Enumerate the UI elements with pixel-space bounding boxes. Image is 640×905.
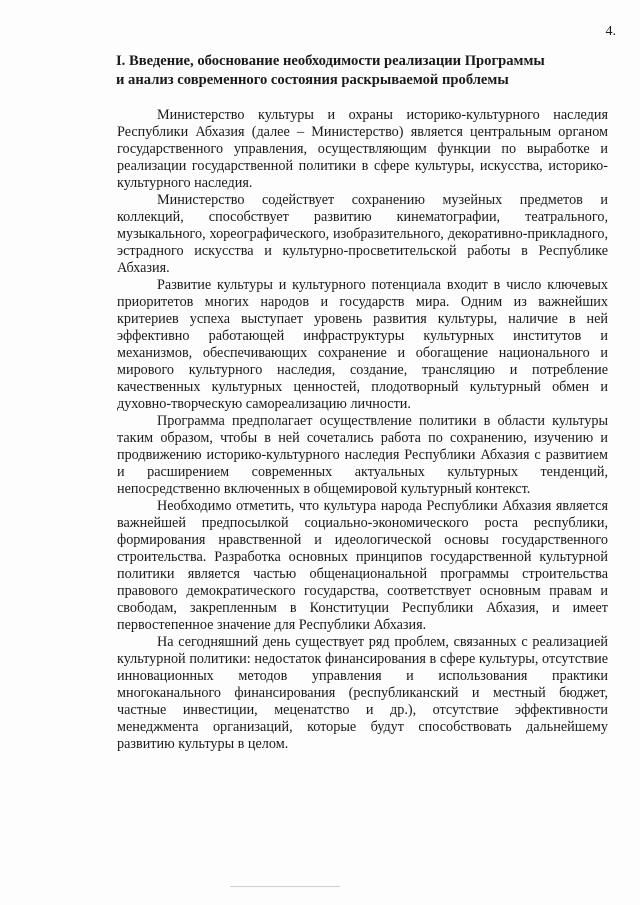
body-text bbox=[117, 107, 608, 753]
page-number: 4. bbox=[605, 24, 616, 39]
paragraph-current-problems: На сегодняшний день существует ряд проблем, связанных с реализацией культурной политики: недостаток финансирования в сфере культуры, отсутствие инновационных методов управления и использования практики многоканального финансирования (республиканский и местный бюджет, частные инвестиции, меценатство и др.), отсутствие эффективности менеджмента организаций, которые будут способствовать дальнейшему развитию культуры в целом. bbox=[117, 634, 608, 752]
section-heading-line-1: I. Введение, обоснование необходимости реализации Программы bbox=[116, 53, 545, 69]
section-heading-line-2: и анализ современного состояния раскрываемой проблемы bbox=[116, 72, 509, 88]
paragraph-ministry-role: Министерство культуры и охраны историко-культурного наследия Республики Абхазия (далее – Министерство) является центральным органом государственного управления, осуществляющим функции по выработке и реализации государственной политики в сфере культуры, искусства, историко-культурного наследия. bbox=[117, 107, 608, 191]
paragraph-program-goals: Программа предполагает осуществление политики в области культуры таким образом, чтобы в ней сочетались работа по сохранению, изучению и продвижению историко-культурного наследия Республики Абхазия с развитием и расширением современных актуальных культурных тенденций, непосредственно включенных в общемировой культурный контекст. bbox=[117, 413, 608, 497]
paragraph-culture-importance: Необходимо отметить, что культура народа Республики Абхазия является важнейшей предпосылкой социально-экономического роста республики, формирования нравственной и идеологической основы государственного строительства. Разработка основных принципов государственной культурной политики является частью общенациональной программы строительства правового демократического государства, соответствует основным правам и свободам, закрепленным в Конституции Республики Абхазия, и имеет первостепенное значение для Республики Абхазия. bbox=[117, 498, 608, 633]
scan-artifact-line bbox=[230, 886, 340, 887]
section-heading bbox=[116, 52, 616, 90]
paragraph-ministry-support: Министерство содействует сохранению музейных предметов и коллекций, способствует развитию кинематографии, театрального, музыкального, хореографического, изобразительного, декоративно-прикладного, эстрадного искусства и культурно-просветительской работы в Республике Абхазия. bbox=[117, 192, 608, 276]
paragraph-culture-development: Развитие культуры и культурного потенциала входит в число ключевых приоритетов многих народов и государств мира. Одним из важнейших критериев успеха выступает уровень развития культуры, наличие в ней эффективно работающей инфраструктуры культурных институтов и механизмов, обеспечивающих сохранение и обогащение национального и мирового культурного наследия, создание, трансляцию и потребление качественных культурных ценностей, плодотворный культурный обмен и духовно-творческую самореализацию личности. bbox=[117, 277, 608, 412]
